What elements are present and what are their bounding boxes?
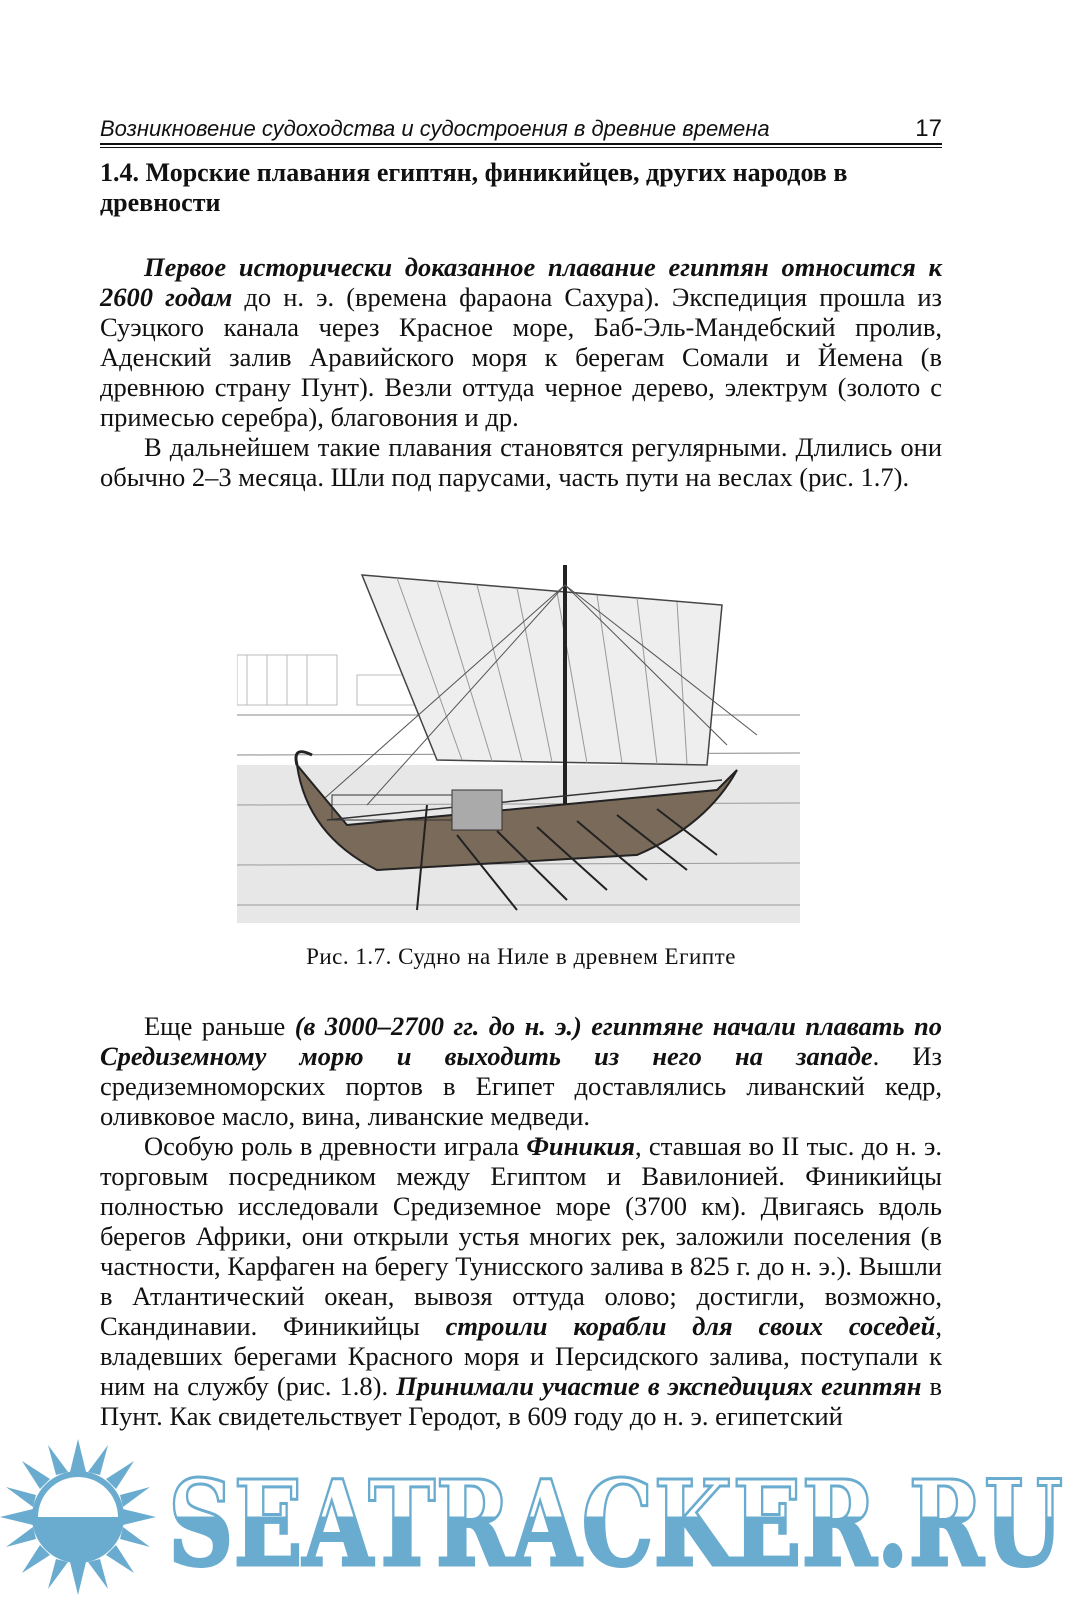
running-head-title: Возникновение судоходства и судостроения в древние времена — [100, 116, 770, 141]
sun-icon — [0, 1439, 156, 1595]
emphasized-text: Финикия — [526, 1131, 635, 1161]
paragraph-text: в Пунт. Как свидетельствует Геродот, в 609 году до н. э. египетский — [100, 1371, 942, 1431]
watermark-text: SEATRACKER.RU — [168, 1454, 1063, 1593]
page-number: 17 — [915, 115, 942, 142]
header-rule — [100, 143, 942, 145]
paragraph — [100, 1131, 942, 1431]
paragraph — [100, 1011, 942, 1131]
paragraph-text: до н. э. (времена фараона Сахура). Экспедиция прошла из Суэцкого канала через Красное море, Баб-Эль-Мандебский пролив, Аденский залив Аравийского моря к берегам Сомали и Йемена (в древнюю страну Пунт). Везли оттуда черное дерево, электрум (золото с примесью серебра), благовония и др. — [100, 282, 942, 432]
header-rule-thin — [100, 147, 942, 148]
running-head — [100, 114, 942, 143]
paragraph-text: , владевших берегами Красного моря и Персидского залива, поступали к ним на службу (рис. 1.8). — [100, 1311, 942, 1401]
page-content — [100, 0, 1063, 1596]
figure-caption: Рис. 1.7. Судно на Ниле в древнем Египте — [306, 944, 736, 969]
watermark — [0, 1437, 1080, 1596]
paragraph-text: В дальнейшем такие плавания становятся регулярными. Длились они обычно 2–3 месяца. Шли под парусами, часть пути на веслах (рис. 1.7). — [100, 432, 942, 492]
emphasized-text: строили корабли для своих соседей — [445, 1311, 936, 1341]
paragraph-text: Особую роль в древности играла — [144, 1131, 527, 1161]
paragraph-text: . Из средиземноморских портов в Египет доставлялись ливанский кедр, оливковое масло, вина, ливанские медведи. — [100, 1041, 943, 1131]
emphasized-text: (в 3000–2700 гг. до н. э.) египтяне начали плавать по Средиземному морю и выходить из него на западе — [100, 1011, 942, 1071]
paragraph-text: Еще раньше — [144, 1011, 295, 1041]
emphasized-text: Первое исторически доказанное плавание египтян относится к 2600 годам — [100, 252, 942, 312]
emphasized-text: Принимали участие в экспедициях египтян — [396, 1371, 922, 1401]
paragraph-text: , ставшая во II тыс. до н. э. торговым посредником между Египтом и Вавилонией. Финикийцы полностью исследовали Средиземное море (3700 км). Двигаясь вдоль берегов Африки, они открыли устья многих рек, заложили поселения (в частности, Карфаген на берегу Тунисского залива в 825 г. до н. э.). Вышли в Атлантический океан, вывозя оттуда олово; достигли, возможно, Скандинавии. Финикийцы — [100, 1131, 942, 1341]
paragraph — [100, 432, 942, 492]
paragraph — [100, 252, 942, 432]
ship-illustration — [237, 565, 800, 923]
section-heading: 1.4. Морские плавания египтян, финикийцев, других народов в древности — [100, 158, 848, 217]
